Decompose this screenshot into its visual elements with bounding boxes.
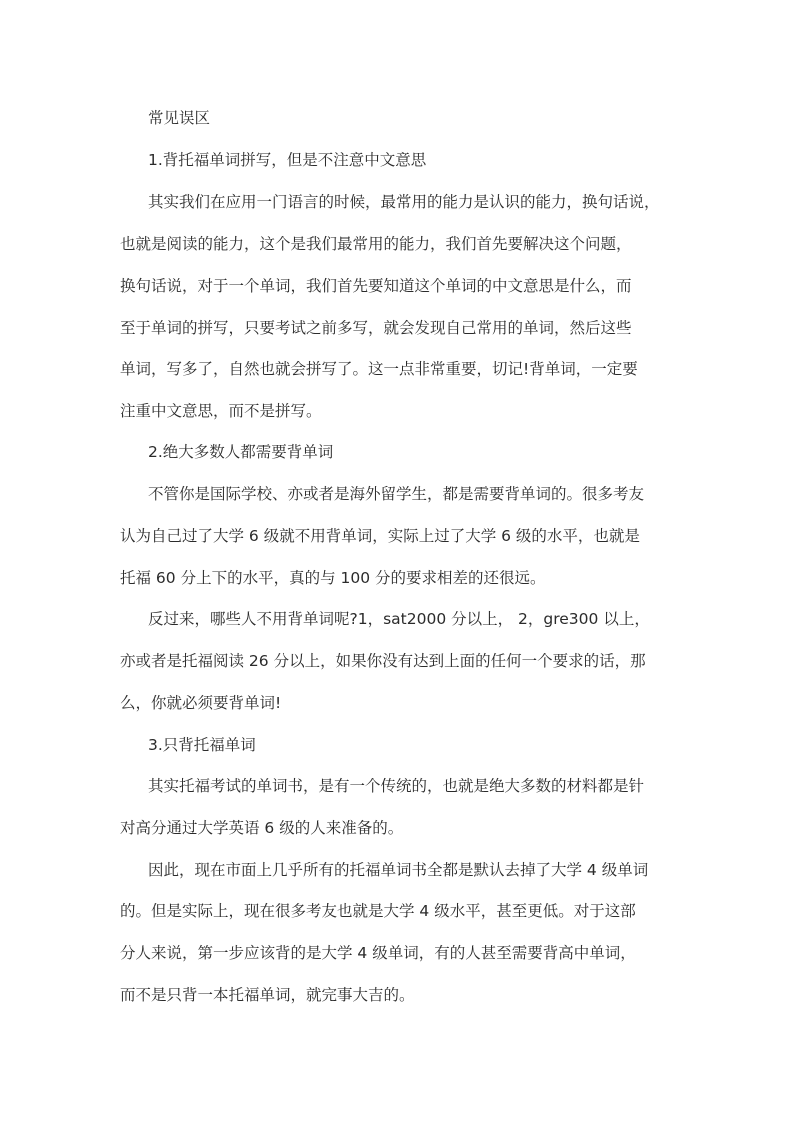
- paragraph-line: 认为自己过了大学 6 级就不用背单词，实际上过了大学 6 级的水平，也就是: [120, 527, 640, 545]
- point-title-1: 1.背托福单词拼写，但是不注意中文意思: [148, 151, 427, 169]
- paragraph-line: 反过来，哪些人不用背单词呢?1，sat2000 分以上， 2，gre300 以上，: [148, 610, 650, 628]
- paragraph-line: 注重中文意思，而不是拼写。: [120, 402, 322, 420]
- paragraph-line: 因此，现在市面上几乎所有的托福单词书全都是默认去掉了大学 4 级单词: [148, 861, 649, 879]
- paragraph-line: 么，你就必须要背单词!: [120, 694, 282, 712]
- section-heading: 常见误区: [148, 109, 211, 127]
- paragraph-line: 其实我们在应用一门语言的时候，最常用的能力是认识的能力，换句话说，: [148, 193, 660, 211]
- paragraph-line: 的。但是实际上，现在很多考友也就是大学 4 级水平，甚至更低。对于这部: [120, 902, 636, 920]
- paragraph-line: 单词，写多了，自然也就会拼写了。这一点非常重要，切记!背单词，一定要: [120, 360, 638, 378]
- paragraph-line: 对高分通过大学英语 6 级的人来准备的。: [120, 819, 404, 837]
- paragraph-line: 换句话说，对于一个单词，我们首先要知道这个单词的中文意思是什么，而: [120, 277, 632, 295]
- point-title-3: 3.只背托福单词: [148, 736, 256, 754]
- paragraph-line: 而不是只背一本托福单词，就完事大吉的。: [120, 986, 415, 1004]
- paragraph-line: 不管你是国际学校、亦或者是海外留学生，都是需要背单词的。很多考友: [148, 485, 645, 503]
- paragraph-line: 托福 60 分上下的水平，真的与 100 分的要求相差的还很远。: [120, 569, 546, 587]
- paragraph-line: 亦或者是托福阅读 26 分以上，如果你没有达到上面的任何一个要求的话，那: [120, 652, 646, 670]
- paragraph-line: 分人来说，第一步应该背的是大学 4 级单词，有的人甚至需要背高中单词，: [120, 944, 636, 962]
- paragraph-line: 至于单词的拼写，只要考试之前多写，就会发现自己常用的单词，然后这些: [120, 319, 632, 337]
- paragraph-line: 也就是阅读的能力，这个是我们最常用的能力，我们首先要解决这个问题，: [120, 235, 632, 253]
- paragraph-line: 其实托福考试的单词书，是有一个传统的，也就是绝大多数的材料都是针: [148, 777, 645, 795]
- point-title-2: 2.绝大多数人都需要背单词: [148, 443, 334, 461]
